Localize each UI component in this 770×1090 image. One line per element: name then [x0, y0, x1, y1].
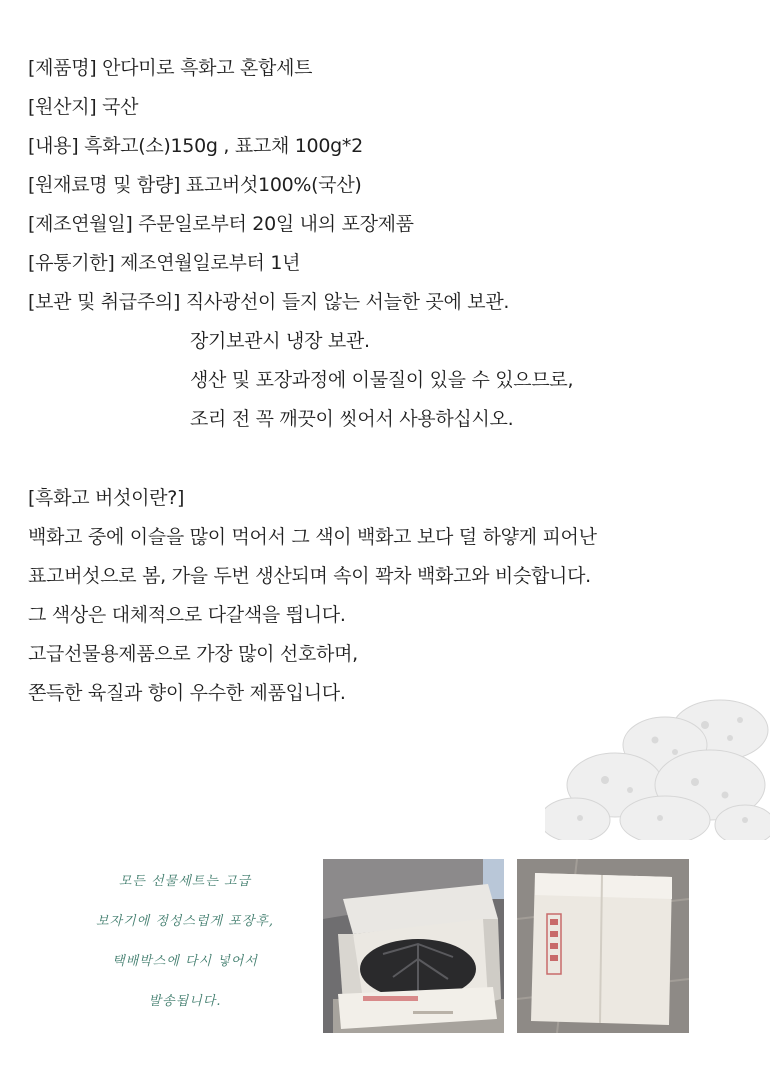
- handwriting-line: 모든 선물세트는 고급: [118, 874, 252, 889]
- closed-box-photo: [517, 859, 689, 1033]
- closed-box-icon: [517, 859, 689, 1033]
- handwriting-line: 보자기에 정성스럽게 포장후,: [95, 914, 275, 929]
- open-box-photo: [323, 859, 504, 1033]
- handwriting-line: 택배박스에 다시 넣어서: [112, 954, 258, 969]
- spec-manufacture-date: [제조연월일] 주문일로부터 20일 내의 포장제품: [28, 213, 414, 235]
- about-line: 그 색상은 대체적으로 다갈색을 띕니다.: [28, 604, 346, 626]
- spec-origin: [원산지] 국산: [28, 96, 139, 118]
- about-line: 쫀득한 육질과 향이 우수한 제품입니다.: [28, 682, 346, 704]
- packaging-section: [0, 850, 770, 1090]
- handwriting-line: 발송됩니다.: [148, 994, 222, 1009]
- about-line: 표고버섯으로 봄, 가을 두번 생산되며 속이 꽉차 백화고와 비슷합니다.: [28, 565, 591, 587]
- mushroom-pile-icon: [545, 690, 770, 840]
- about-line: 고급선물용제품으로 가장 많이 선호하며,: [28, 643, 358, 665]
- spec-product-name: [제품명] 안다미로 흑화고 혼합세트: [28, 57, 313, 79]
- spec-storage-note-1: 장기보관시 냉장 보관.: [190, 330, 370, 352]
- spec-storage: [보관 및 취급주의] 직사광선이 들지 않는 서늘한 곳에 보관.: [28, 291, 510, 313]
- spec-storage-note-2: 생산 및 포장과정에 이물질이 있을 수 있으므로,: [190, 369, 574, 391]
- spec-expiry: [유통기한] 제조연월일로부터 1년: [28, 252, 301, 274]
- about-line: 백화고 중에 이슬을 많이 먹어서 그 색이 백화고 보다 덜 하얗게 피어난: [28, 526, 597, 548]
- packaging-handwritten-note: [60, 862, 310, 1022]
- about-heading: [흑화고 버섯이란?]: [28, 487, 185, 509]
- spec-storage-note-3: 조리 전 꼭 깨끗이 씻어서 사용하십시오.: [190, 408, 514, 430]
- open-box-icon: [323, 859, 504, 1033]
- spec-contents: [내용] 흑화고(소)150g , 표고채 100g*2: [28, 135, 363, 157]
- spec-ingredients: [원재료명 및 함량] 표고버섯100%(국산): [28, 174, 362, 196]
